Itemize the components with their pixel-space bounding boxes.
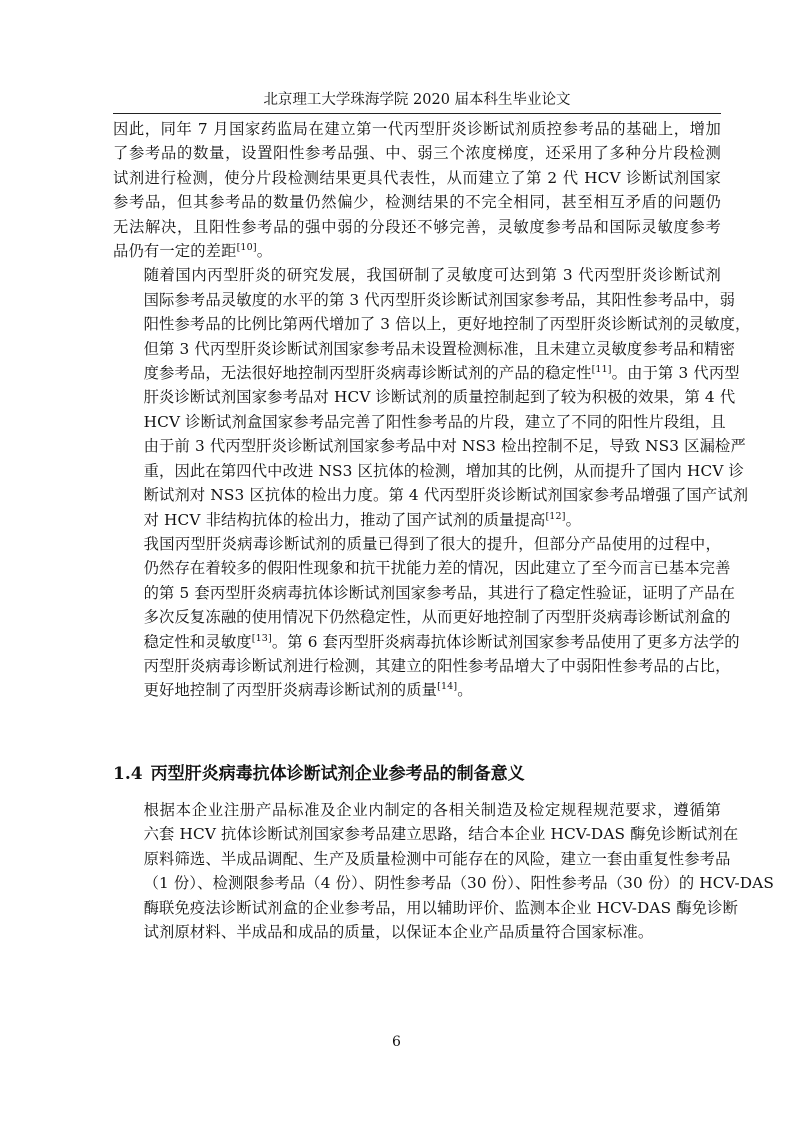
body-text [113,117,751,703]
text-line [113,361,740,385]
line-text: 重，因此在第四代中改进 NS3 区抗体的检测，增加其的比例，从而提升了国内 HCV 诊 [143,461,744,480]
text-line [113,215,721,239]
line-text: 根据本企业注册产品标准及企业内制定的各相关制造及检定规程规范要求，遵循第 [143,801,721,819]
line-text-after-citation: 。 [457,681,473,700]
text-line [113,532,721,556]
text-line [113,410,726,434]
text-line [113,896,739,920]
line-text: 由于前 3 代丙型肝炎诊断试剂国家参考品中对 NS3 检出控制不足，导致 NS3 区漏检严 [143,437,746,456]
text-line [113,312,751,336]
line-text-after-citation: 。由于第 3 代丙型 [611,364,740,383]
citation-ref: [12] [545,510,566,522]
citation-ref: [14] [437,681,458,693]
line-text: 阳性参考品的比例比第两代增加了 3 倍以上，更好地控制了丙型肝炎诊断试剂的灵敏度， [143,315,751,334]
section-number: 1.4 [113,764,143,784]
line-text: 参考品，但其参考品的数量仍然偏少，检测结果的不完全相同，甚至相互矛盾的问题仍 [113,193,721,212]
line-text: 对 HCV 非结构抗体的检出力，推动了国产试剂的质量提高 [143,510,546,529]
text-line [113,166,721,190]
line-text: 了参考品的数量，设置阳性参考品强、中、弱三个浓度梯度，还采用了多种分片段检测 [113,144,721,163]
text-line [113,920,721,944]
paragraph [113,263,751,531]
line-text: 试剂原材料、半成品和成品的质量，以保证本企业产品质量符合国家标准。 [143,923,654,942]
paragraph [113,798,774,944]
text-line [113,556,731,580]
header-rule [113,113,721,114]
citation-ref: [13] [251,632,272,644]
citation-ref: [11] [591,364,612,376]
text-line [113,288,736,312]
text-line [113,822,739,846]
text-line [113,654,731,678]
paragraph [113,532,740,703]
line-text: 但第 3 代丙型肝炎诊断试剂国家参考品未设置检测标准，且未建立灵敏度参考品和精密 [143,339,736,358]
line-text: 国际参考品灵敏度的水平的第 3 代丙型肝炎诊断试剂国家参考品，其阳性参考品中，弱 [143,290,736,309]
text-line [113,141,721,165]
line-text: 随着国内丙型肝炎的研究发展，我国研制了灵敏度可达到第 3 代丙型肝炎诊断试剂 [143,266,721,285]
line-text: 原料筛选、半成品调配、生产及质量检测中可能存在的风险，建立一套由重复性参考品 [143,849,731,868]
line-text: 我国丙型肝炎病毒诊断试剂的质量已得到了很大的提升，但部分产品使用的过程中， [143,534,721,553]
section-title: 丙型肝炎病毒抗体诊断试剂企业参考品的制备意义 [150,764,525,784]
line-text: 酶联免疫法诊断试剂盒的企业参考品，用以辅助评价、监测本企业 HCV-DAS 酶免诊断 [143,898,739,917]
text-line [113,190,721,214]
line-text: 试剂进行检测，使分片段检测结果更具代表性，从而建立了第 2 代 HCV 诊断试剂国家 [113,168,721,187]
text-line [113,459,744,483]
text-line [113,871,774,895]
text-line [113,239,721,263]
line-text: 仍然存在着较多的假阳性现象和抗干扰能力差的情况，因此建立了至今而言已基本完善 [143,559,731,578]
line-text-after-citation: 。第 6 套丙型肝炎病毒抗体诊断试剂国家参考品使用了更多方法学的 [271,632,740,651]
text-line [113,508,721,532]
text-line [113,798,721,822]
running-header: 北京理工大学珠海学院 2020 届本科生毕业论文 [263,92,571,108]
text-line [113,337,736,361]
line-text: HCV 诊断试剂盒国家参考品完善了阳性参考品的片段，建立了不同的阳性片段组，且 [143,412,726,431]
page-number: 6 [392,1034,401,1050]
line-text: 丙型肝炎病毒诊断试剂进行检测，其建立的阳性参考品增大了中弱阳性参考品的占比， [143,656,731,675]
section-heading [113,762,721,786]
line-text: 肝炎诊断试剂国家参考品对 HCV 诊断试剂的质量控制起到了较为积极的效果，第 4 代 [143,388,736,407]
line-text: 因此，同年 7 月国家药监局在建立第一代丙型肝炎诊断试剂质控参考品的基础上，增加 [113,120,721,138]
line-text: 断试剂对 NS3 区抗体的检出力度。第 4 代丙型肝炎诊断试剂国家参考品增强了国产试剂 [143,486,749,505]
line-text: （1 份）、检测限参考品（4 份）、阴性参考品（30 份）、阳性参考品（30 份）的 HCV-DAS [143,874,774,893]
line-text-after-citation: 。 [256,242,273,261]
text-line [113,434,746,458]
text-line [113,385,736,409]
line-text: 品仍有一定的差距 [113,242,237,261]
line-text: 的第 5 套丙型肝炎病毒抗体诊断试剂国家参考品，其进行了稳定性验证，证明了产品在 [143,583,736,602]
line-text: 度参考品，无法很好地控制丙型肝炎病毒诊断试剂的产品的稳定性 [143,364,592,383]
text-line [113,605,731,629]
citation-ref: [10] [236,242,257,254]
text-line [113,483,749,507]
line-text-after-citation: 。 [565,510,582,529]
line-text: 无法解决，且阳性参考品的强中弱的分段还不够完善，灵敏度参考品和国际灵敏度参考 [113,217,721,236]
line-text: 稳定性和灵敏度 [143,632,252,651]
section-body [113,798,774,944]
line-text: 六套 HCV 抗体诊断试剂国家参考品建立思路，结合本企业 HCV-DAS 酶免诊断试剂在 [143,825,739,844]
text-line [113,630,740,654]
paragraph [113,117,721,263]
text-line [113,117,721,141]
text-line [113,263,721,287]
line-text: 多次反复冻融的使用情况下仍然稳定性，从而更好地控制了丙型肝炎病毒诊断试剂盒的 [143,608,731,627]
line-text: 更好地控制了丙型肝炎病毒诊断试剂的质量 [143,681,438,700]
text-line [113,581,736,605]
text-line [113,847,731,871]
text-line [113,678,721,702]
